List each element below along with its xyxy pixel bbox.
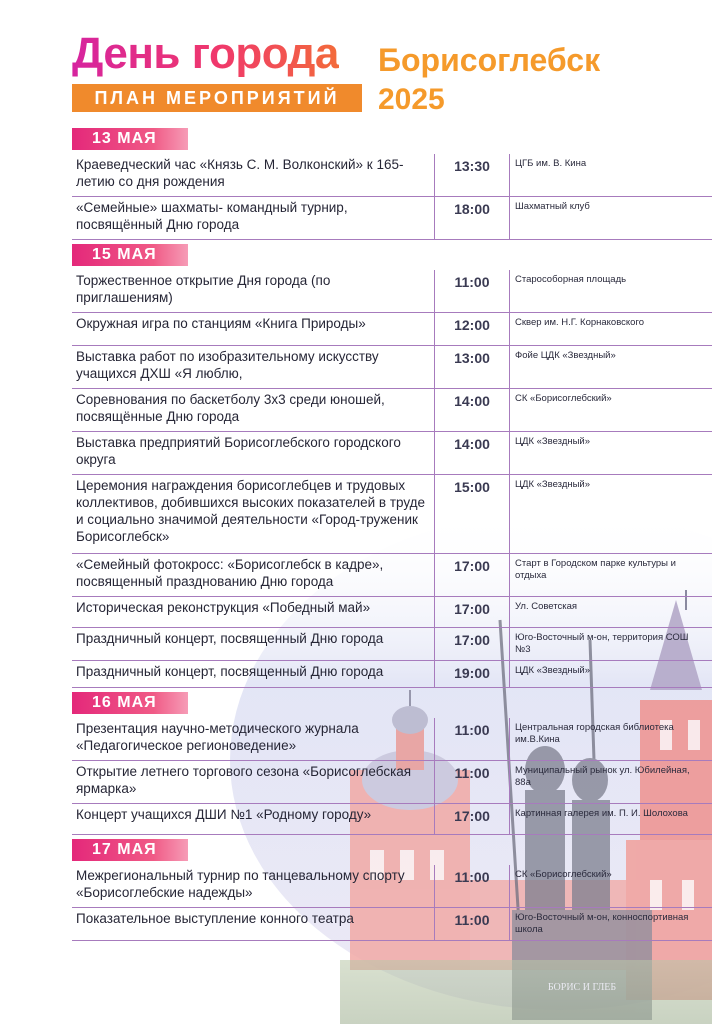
event-time: 15:00 [434,475,510,553]
event-place: Ул. Советская [515,601,578,612]
schedule [72,128,712,941]
event-place: СК «Борисоглебский» [515,869,612,880]
city-name: Борисоглебск [378,42,601,78]
event-place: Юго-Восточный м-он, конноспортивная школа [515,912,689,935]
event-name: Выставка работ по изобразительному искусству учащихся ДХШ «Я люблю, [76,349,379,381]
event-name: Открытие летнего торгового сезона «Борисоглебская ярмарка» [76,764,412,796]
event-name: «Семейные» шахматы- командный турнир, посвящённый Дню города [76,200,348,232]
event-name: Праздничный концерт, посвященный Дню города [76,664,384,679]
event-place: Фойе ЦДК «Звездный» [515,350,616,361]
plan-banner: ПЛАН МЕРОПРИЯТИЙ [72,84,362,112]
event-row [72,628,712,661]
event-name: Историческая реконструкция «Победный май» [76,600,371,615]
ground [340,960,712,1024]
event-time: 11:00 [434,761,510,803]
event-time: 11:00 [434,908,510,940]
event-row [72,597,712,628]
event-row [72,908,712,941]
event-time: 11:00 [434,865,510,907]
page-title: День города [72,29,339,78]
event-place: Старт в Городском парке культуры и отдыха [515,558,676,581]
event-row [72,154,712,197]
event-row [72,432,712,475]
event-place: Старособорная площадь [515,274,627,285]
year: 2025 [378,83,445,116]
event-time: 18:00 [434,197,510,239]
event-time: 17:00 [434,554,510,596]
event-row [72,761,712,804]
event-row [72,554,712,597]
event-time: 17:00 [434,804,510,834]
day-header: 17 МАЯ [72,839,188,861]
event-place: СК «Борисоглебский» [515,393,612,404]
event-place: ЦДК «Звездный» [515,479,591,490]
event-time: 11:00 [434,270,510,312]
event-name: Показательное выступление конного театра [76,911,354,926]
event-name: Торжественное открытие Дня города (по приглашениям) [76,273,331,305]
event-place: ЦДК «Звездный» [515,665,591,676]
event-name: «Семейный фотокросс: «Борисоглебск в кадре», посвященный празднованию Дню города [76,557,384,589]
event-time: 12:00 [434,313,510,345]
monument-inscription: БОРИС И ГЛЕБ [547,982,617,993]
day-header: 15 МАЯ [72,244,188,266]
event-time: 11:00 [434,718,510,760]
event-name: Выставка предприятий Борисоглебского городского округа [76,435,401,467]
event-name: Межрегиональный турнир по танцевальному спорту «Борисоглебские надежды» [76,868,405,900]
event-place: ЦГБ им. В. Кина [515,158,587,169]
event-place: Сквер им. Н.Г. Корнаковского [515,317,644,328]
event-row [72,475,712,554]
event-name: Окружная игра по станциям «Книга Природы» [76,316,366,331]
event-place: ЦДК «Звездный» [515,436,591,447]
event-row [72,197,712,240]
event-time: 13:00 [434,346,510,388]
event-place: Юго-Восточный м-он, территория СОШ №3 [515,632,689,655]
event-row [72,389,712,432]
header [72,22,672,122]
event-place: Центральная городская библиотека им.В.Кина [515,722,674,745]
event-time: 17:00 [434,628,510,660]
event-name: Концерт учащихся ДШИ №1 «Родному городу» [76,807,372,822]
event-time: 17:00 [434,597,510,627]
event-time: 14:00 [434,389,510,431]
event-name: Краеведческий час «Князь С. М. Волконский» к 165-летию со дня рождения [76,157,404,189]
event-name: Церемония награждения борисоглебцев и трудовых коллективов, добившихся высоких показателей в труде и социально значимой деятельности «Город-труженик Борисоглебск» [76,478,426,544]
event-place: Муниципальный рынок ул. Юбилейная, 88а [515,765,690,788]
event-row [72,346,712,389]
event-place: Картинная галерея им. П. И. Шолохова [515,808,688,819]
event-place: Шахматный клуб [515,201,590,212]
day-header: 13 МАЯ [72,128,188,150]
event-time: 13:30 [434,154,510,196]
event-row [72,804,712,835]
event-name: Праздничный концерт, посвященный Дню города [76,631,384,646]
event-time: 14:00 [434,432,510,474]
day-header: 16 МАЯ [72,692,188,714]
event-row [72,865,712,908]
event-row [72,718,712,761]
event-name: Презентация научно-методического журнала «Педагогическое регионоведение» [76,721,359,753]
event-row [72,270,712,313]
event-name: Соревнования по баскетболу 3х3 среди юношей, посвящённые Дню города [76,392,385,424]
event-time: 19:00 [434,661,510,687]
event-row [72,313,712,346]
event-row [72,661,712,688]
